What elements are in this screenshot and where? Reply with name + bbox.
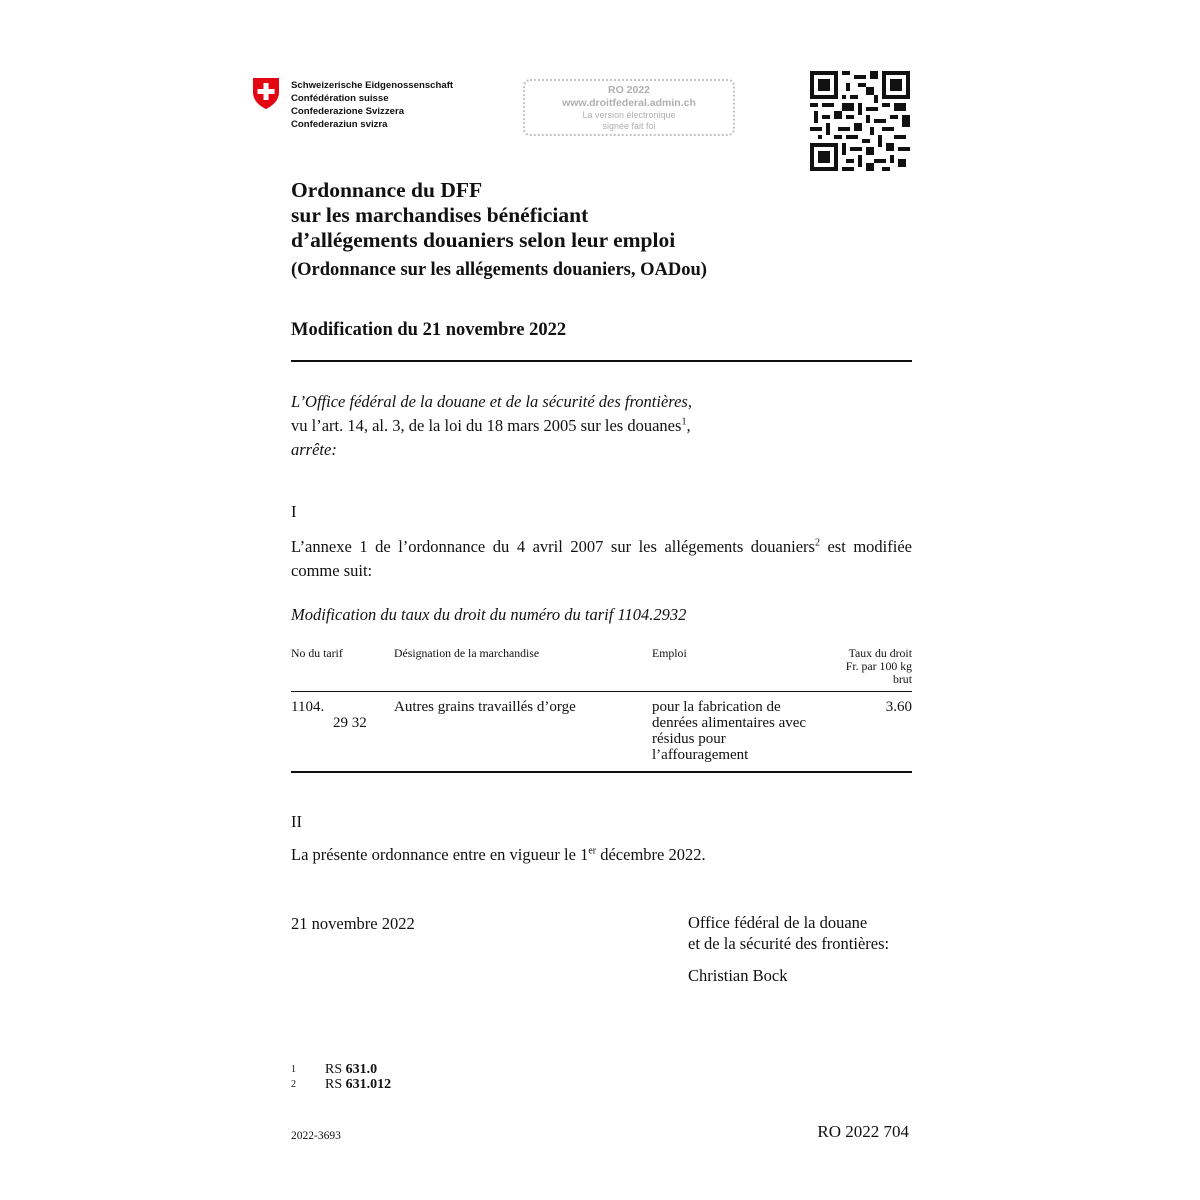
footnote-ref-1: 1 xyxy=(681,416,687,428)
section-2-text xyxy=(291,843,706,867)
qr-code-icon xyxy=(810,71,910,171)
header-rule xyxy=(291,360,912,362)
section-2-text-b: décembre 2022. xyxy=(596,845,706,864)
section-2-ordinal: er xyxy=(588,845,597,857)
header-duty-rate-line-1: Taux du droit xyxy=(848,646,912,660)
preamble-basis-text: vu l’art. 14, al. 3, de la loi du 18 mars 2005 sur les douanes xyxy=(291,416,682,435)
header-duty-rate-line-3: brut xyxy=(892,672,912,686)
cell-use-line-3: résidus pour xyxy=(652,731,726,747)
title-line-2: sur les marchandises bénéficiant xyxy=(291,203,589,227)
stamp-line-4: signée fait foi xyxy=(602,121,656,131)
footnote-2-number: 2 xyxy=(291,1079,296,1090)
footnote-2 xyxy=(291,1077,391,1092)
signature-office-line-2: et de la sécurité des frontières: xyxy=(688,934,890,953)
footnote-1-prefix: RS xyxy=(325,1062,346,1077)
section-1-text xyxy=(291,535,912,583)
document-id: 2022-3693 xyxy=(291,1130,341,1142)
header-use: Emploi xyxy=(652,646,687,660)
footnote-1-reference: 631.0 xyxy=(345,1062,378,1077)
cell-designation: Autres grains travaillés d’orge xyxy=(394,699,576,715)
header-designation: Désignation de la marchandise xyxy=(394,646,540,660)
section-1-text-b: est modifiée comme suit: xyxy=(291,537,912,580)
cell-use xyxy=(652,699,806,763)
header-tariff-number: No du tarif xyxy=(291,646,343,660)
section-2-number: II xyxy=(291,812,302,831)
modification-date-title: Modification du 21 novembre 2022 xyxy=(291,320,567,340)
confederation-name-it: Confederazione Svizzera xyxy=(291,106,405,117)
official-compilation-reference: RO 2022 704 xyxy=(817,1122,909,1141)
confederation-name-rm: Confederaziun svizra xyxy=(291,119,388,130)
preamble xyxy=(291,390,912,462)
signature-office xyxy=(688,912,889,954)
cell-tariff-line-1: 1104. xyxy=(291,699,325,715)
footnote-2-prefix: RS xyxy=(325,1077,346,1092)
cell-duty-rate: 3.60 xyxy=(885,699,912,715)
section-2-text-a: La présente ordonnance entre en vigueur le 1 xyxy=(291,845,589,864)
stamp-line-2: www.droitfederal.admin.ch xyxy=(562,97,696,109)
preamble-decrees: arrête: xyxy=(291,440,337,459)
cell-use-line-4: l’affouragement xyxy=(652,747,749,763)
section-1-text-a: L’annexe 1 de l’ordonnance du 4 avril 2007 sur les allégements douaniers xyxy=(291,537,815,556)
header-duty-rate xyxy=(846,647,912,686)
footnote-ref-2: 2 xyxy=(814,537,820,549)
title-line-3: d’allégements douaniers selon leur emploi xyxy=(291,228,676,252)
footnote-1 xyxy=(291,1062,391,1077)
cell-tariff-number xyxy=(291,699,367,731)
preamble-basis-end: , xyxy=(686,416,691,435)
stamp-line-1: RO 2022 xyxy=(607,84,651,96)
preamble-basis xyxy=(291,414,912,438)
header-duty-rate-line-2: Fr. par 100 kg xyxy=(845,659,912,673)
table-header-rule xyxy=(291,691,912,692)
electronic-signature-stamp xyxy=(523,79,735,136)
confederation-name-de: Schweizerische Eidgenossenschaft xyxy=(291,80,454,91)
footnote-2-reference: 631.012 xyxy=(345,1077,392,1092)
signatory-name: Christian Bock xyxy=(688,966,788,985)
footnotes xyxy=(291,1062,391,1092)
ordinance-title xyxy=(291,178,911,281)
table-caption: Modification du taux du droit du numéro du tarif 1104.2932 xyxy=(291,605,687,624)
signature-office-line-1: Office fédéral de la douane xyxy=(688,913,868,932)
confederation-names xyxy=(291,79,453,131)
title-short-name: (Ordonnance sur les allégements douaniers, OADou) xyxy=(291,260,707,280)
confederation-name-fr: Confédération suisse xyxy=(291,93,389,104)
swiss-cross-icon xyxy=(252,76,280,110)
table-bottom-rule xyxy=(291,771,912,773)
footnote-1-number: 1 xyxy=(291,1064,296,1075)
cell-tariff-line-2: 29 32 xyxy=(333,715,367,731)
cell-use-line-1: pour la fabrication de xyxy=(652,699,781,715)
section-1-number: I xyxy=(291,502,297,521)
stamp-line-3: La version électronique xyxy=(582,110,676,120)
signature-date: 21 novembre 2022 xyxy=(291,914,415,933)
preamble-authority: L’Office fédéral de la douane et de la sécurité des frontières, xyxy=(291,392,692,411)
title-line-1: Ordonnance du DFF xyxy=(291,178,483,202)
cell-use-line-2: denrées alimentaires avec xyxy=(652,715,807,731)
